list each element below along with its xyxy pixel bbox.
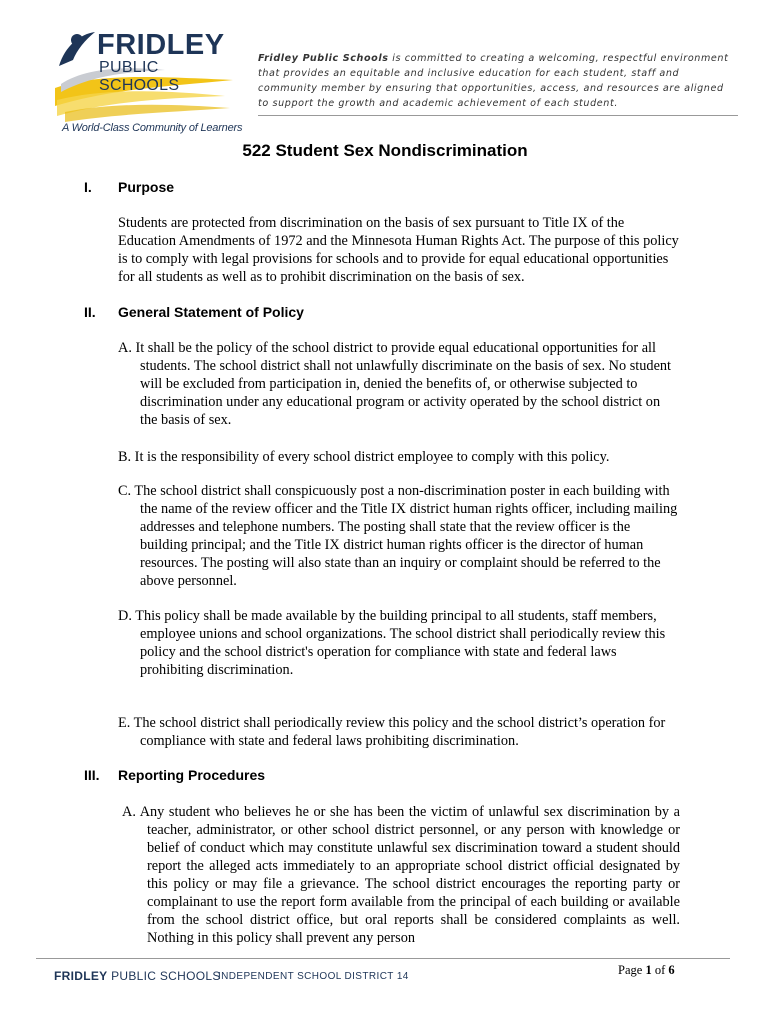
section-2-item-b: B. It is the responsibility of every school district employee to comply with this policy. <box>118 449 610 465</box>
footer-divider <box>36 958 730 959</box>
section-2-item-a: A. It shall be the policy of the school district to provide equal educational opportunities for all students. The school district shall not unlawfully discriminate on the basis of sex. No student will be excluded from participation in, denied the benefits of, or otherwise subjected to discrimination under any educational program or activity operated by the school district on the basis of sex. <box>118 340 672 428</box>
policy-title: 522 Student Sex Nondiscrimination <box>242 141 528 160</box>
fridley-logo <box>55 26 235 136</box>
section-2-numeral: II. <box>84 304 96 320</box>
section-2-heading: General Statement of Policy <box>118 304 304 320</box>
section-1-numeral: I. <box>84 179 92 195</box>
page-current: 1 <box>645 963 652 977</box>
footer-brand-regular: PUBLIC SCHOOLS <box>107 969 221 983</box>
section-2-item-c: C. The school district shall conspicuously post a non-discrimination poster in each building with the name of the review officer and the Title IX district human rights officer, including mailing addresses and telephone numbers. The posting shall state that the review officer is the building principal; and the Title IX district human rights officer is the director of human resources. The posting will also state than an inquiry or complaint should be referred to the above personnel. <box>118 483 678 589</box>
section-2-item-d: D. This policy shall be made available by the building principal to all students, staff members, employee unions and school organizations. The school district shall periodically review this policy and the school district's operation for compliance with state and federal laws prohibiting discrimination. <box>118 608 666 678</box>
mission-statement <box>258 51 738 111</box>
footer-brand <box>54 969 221 983</box>
logo-wordmark: FRIDLEY <box>97 29 225 61</box>
section-3-item-a: A. Any student who believes he or she has been the victim of unlawful sex discrimination by a teacher, administrator, or other school district personnel, or any person with knowledge or belief of conduct which may constitute unlawful sex discrimination toward a student should report the alleged acts immediately to an appropriate school district official designated by this policy or may file a grievance. The school district encourages the reporting party or complainant to use the report form available from the principal of each building or available from the school district office, but oral reports shall be considered complaints as well. Nothing in this policy shall prevent any person <box>122 804 680 946</box>
logo-subtitle: PUBLIC SCHOOLS <box>99 59 180 94</box>
logo-tagline: A World-Class Community of Learners <box>62 122 243 134</box>
section-1-heading: Purpose <box>118 179 175 195</box>
section-3-heading: Reporting Procedures <box>118 767 266 783</box>
section-1-paragraph: Students are protected from discrimination on the basis of sex pursuant to Title IX of the Education Amendments of 1972 and the Minnesota Human Rights Act. The purpose of this policy is to comply with legal provisions for schools and to provide for equal educational opportunities for all students as well as to prohibit discrimination on the basis of sex. <box>118 215 679 285</box>
page-label: Page <box>618 963 646 977</box>
page-number <box>618 963 675 978</box>
footer-brand-bold: FRIDLEY <box>54 969 108 983</box>
page-of: of <box>651 963 669 977</box>
mission-text: is committed to creating a welcoming, respectful environment that provides an equitable and inclusive education for each student, staff and community member by ensuring that opportunities, access, and resources are aligned to support the growth and academic achievement of each student. <box>258 53 729 109</box>
mission-district-name: Fridley Public Schools <box>258 53 389 64</box>
header-divider <box>258 115 738 116</box>
section-3-numeral: III. <box>84 767 100 783</box>
page-total: 6 <box>668 963 675 977</box>
footer-district: INDEPENDENT SCHOOL DISTRICT 14 <box>218 971 409 982</box>
section-2-item-e: E. The school district shall periodically review this policy and the school district’s operation for compliance with state and federal laws prohibiting discrimination. <box>118 715 666 749</box>
